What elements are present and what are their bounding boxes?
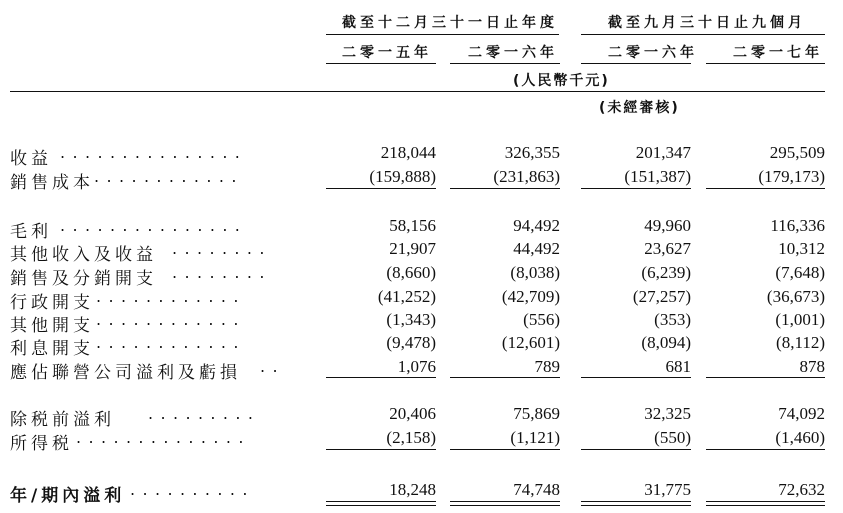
cell-profit-for-period-col2: 74,748: [513, 480, 560, 499]
row-label-admin-expenses: 行政開支: [10, 293, 94, 313]
row-label-revenue: 收益: [10, 149, 52, 169]
header-group-year: 截至十二月三十一日止年度: [342, 15, 558, 31]
cell-profit-before-tax-col3: 32,325: [644, 404, 691, 423]
dot-leader: ..: [260, 357, 285, 376]
cell-profit-for-period-col3: 31,775: [644, 480, 691, 499]
cell-interest-expenses-col3: (8,094): [641, 333, 691, 352]
cell-revenue-col4: 295,509: [769, 143, 825, 162]
dot-leader: ..............: [76, 428, 251, 447]
subtotal-rule-gross-col4: [706, 188, 825, 189]
cell-cost-of-sales-col1: (159,888): [369, 167, 436, 186]
row-label-profit-before-tax: 除税前溢利: [10, 410, 115, 430]
row-label-cost-of-sales: 銷售成本: [10, 173, 94, 193]
dot-leader: ............: [94, 167, 244, 186]
cell-interest-expenses-col4: (8,112): [776, 333, 825, 352]
unaudited-label: (未經審核): [599, 100, 680, 116]
column-header-2016-year: 二零一六年: [468, 45, 558, 61]
cell-cost-of-sales-col4: (179,173): [758, 167, 825, 186]
subtotal-rule-pretax-col2: [450, 377, 560, 378]
dot-leader: ............: [96, 333, 246, 352]
cell-profit-before-tax-col1: 20,406: [389, 404, 436, 423]
column-rule-4: [706, 63, 825, 64]
cell-income-tax-col4: (1,460): [775, 428, 825, 447]
cell-selling-expenses-col2: (8,038): [510, 263, 560, 282]
subtotal-rule-gross-col2: [450, 188, 560, 189]
cell-selling-expenses-col1: (8,660): [386, 263, 436, 282]
column-rule-2: [450, 63, 560, 64]
total-double-rule-bottom-col3: [581, 505, 691, 506]
row-label-other-expenses: 其他開支: [10, 316, 94, 336]
cell-profit-for-period-col1: 18,248: [389, 480, 436, 499]
cell-gross-profit-col2: 94,492: [513, 216, 560, 235]
column-rule-1: [326, 63, 436, 64]
cell-cost-of-sales-col3: (151,387): [624, 167, 691, 186]
cell-income-tax-col2: (1,121): [510, 428, 560, 447]
subtotal-rule-pretax-col1: [326, 377, 436, 378]
subtotal-rule-net-col1: [326, 449, 436, 450]
row-label-income-tax: 所得税: [10, 434, 73, 454]
cell-revenue-col2: 326,355: [504, 143, 560, 162]
cell-other-income-col1: 21,907: [389, 239, 436, 258]
subtotal-rule-gross-col3: [581, 188, 691, 189]
header-group-nine-months: 截至九月三十日止九個月: [608, 15, 806, 31]
subtotal-rule-pretax-col4: [706, 377, 825, 378]
cell-share-of-associates-col3: 681: [665, 357, 691, 376]
cell-share-of-associates-col1: 1,076: [397, 357, 436, 376]
dot-leader: ...............: [60, 216, 248, 235]
cell-interest-expenses-col1: (9,478): [386, 333, 436, 352]
cell-profit-before-tax-col2: 75,869: [513, 404, 560, 423]
cell-admin-expenses-col3: (27,257): [632, 287, 691, 306]
dot-leader: ........: [172, 239, 272, 258]
cell-revenue-col3: 201,347: [635, 143, 691, 162]
row-label-interest-expenses: 利息開支: [10, 339, 94, 359]
cell-gross-profit-col1: 58,156: [389, 216, 436, 235]
cell-selling-expenses-col4: (7,648): [775, 263, 825, 282]
column-header-2015: 二零一五年: [342, 45, 432, 61]
cell-selling-expenses-col3: (6,239): [641, 263, 691, 282]
cell-gross-profit-col4: 116,336: [770, 216, 825, 235]
total-double-rule-bottom-col2: [450, 505, 560, 506]
header-group-nine-months-rule: [581, 34, 825, 35]
row-label-selling-expenses: 銷售及分銷開支: [10, 269, 157, 289]
cell-other-expenses-col3: (353): [654, 310, 691, 329]
cell-other-income-col3: 23,627: [644, 239, 691, 258]
dot-leader: ............: [96, 287, 246, 306]
column-rule-3: [581, 63, 691, 64]
cell-income-tax-col3: (550): [654, 428, 691, 447]
cell-admin-expenses-col1: (41,252): [377, 287, 436, 306]
total-double-rule-top-col4: [706, 501, 825, 502]
subtotal-rule-net-col3: [581, 449, 691, 450]
row-label-share-of-associates: 應佔聯營公司溢利及虧損: [10, 363, 241, 383]
cell-revenue-col1: 218,044: [380, 143, 436, 162]
column-header-2016-period: 二零一六年: [608, 45, 698, 61]
cell-share-of-associates-col2: 789: [534, 357, 560, 376]
cell-other-income-col2: 44,492: [513, 239, 560, 258]
subtotal-rule-net-col4: [706, 449, 825, 450]
dot-leader: ........: [172, 263, 272, 282]
cell-gross-profit-col3: 49,960: [644, 216, 691, 235]
subtotal-rule-pretax-col3: [581, 377, 691, 378]
total-double-rule-bottom-col1: [326, 505, 436, 506]
dot-leader: ............: [96, 310, 246, 329]
dot-leader: .........: [148, 404, 261, 423]
row-label-gross-profit: 毛利: [10, 222, 52, 242]
cell-share-of-associates-col4: 878: [799, 357, 825, 376]
dot-leader: ..........: [130, 480, 255, 499]
cell-interest-expenses-col2: (12,601): [501, 333, 560, 352]
cell-admin-expenses-col2: (42,709): [501, 287, 560, 306]
header-bottom-rule: [10, 91, 825, 92]
cell-cost-of-sales-col2: (231,863): [493, 167, 560, 186]
row-label-other-income: 其他收入及收益: [10, 245, 157, 265]
cell-other-expenses-col1: (1,343): [386, 310, 436, 329]
row-label-profit-for-period: 年/期內溢利: [10, 486, 126, 506]
cell-income-tax-col1: (2,158): [386, 428, 436, 447]
cell-profit-for-period-col4: 72,632: [778, 480, 825, 499]
cell-profit-before-tax-col4: 74,092: [778, 404, 825, 423]
header-group-year-rule: [326, 34, 559, 35]
dot-leader: ...............: [60, 143, 248, 162]
subtotal-rule-gross-col1: [326, 188, 436, 189]
total-double-rule-top-col2: [450, 501, 560, 502]
cell-other-expenses-col4: (1,001): [775, 310, 825, 329]
column-header-2017-period: 二零一七年: [733, 45, 823, 61]
total-double-rule-top-col3: [581, 501, 691, 502]
total-double-rule-top-col1: [326, 501, 436, 502]
subtotal-rule-net-col2: [450, 449, 560, 450]
total-double-rule-bottom-col4: [706, 505, 825, 506]
cell-other-expenses-col2: (556): [523, 310, 560, 329]
unit-label: (人民幣千元): [513, 73, 610, 89]
cell-admin-expenses-col4: (36,673): [766, 287, 825, 306]
cell-other-income-col4: 10,312: [778, 239, 825, 258]
